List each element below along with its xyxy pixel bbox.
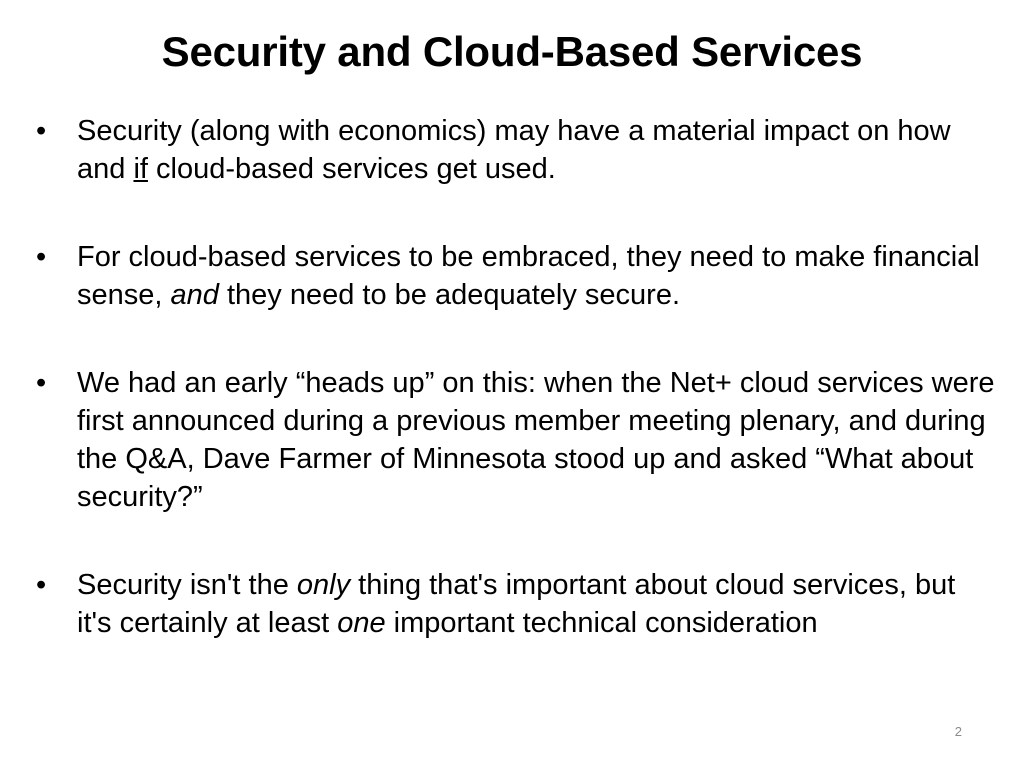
bullet-text: thing that's important about cloud services, but it's certainly at least — [77, 569, 956, 639]
bullet-dot-icon: • — [36, 115, 47, 147]
bullet-item-embraced — [36, 238, 996, 314]
bullet-text: they need to be adequately secure. — [218, 279, 681, 311]
italic-word: only — [296, 569, 351, 601]
bullet-text: For cloud-based services to be embraced, they need to make financial sense, — [77, 241, 980, 311]
italic-word: one — [337, 607, 386, 639]
bullet-item-heads-up — [36, 364, 996, 516]
underlined-word: if — [133, 153, 148, 185]
bullet-item-security-impact — [36, 112, 996, 188]
bullet-item-consideration — [36, 566, 996, 642]
bullet-dot-icon: • — [36, 241, 47, 273]
italic-word: and — [170, 279, 219, 311]
page-number: 2 — [954, 724, 962, 739]
bullet-text: Security (along with economics) may have a material impact on how and — [77, 115, 951, 185]
bullet-text: cloud-based services get used. — [147, 153, 556, 185]
bullet-text: We had an early “heads up” on this: when the Net+ cloud services were first announced during a previous member meeting plenary, and during the Q&A, Dave Farmer of Minnesota stood up and asked “What about security?” — [77, 367, 995, 513]
slide-title: Security and Cloud-Based Services — [161, 28, 863, 75]
bullet-dot-icon: • — [36, 367, 47, 399]
bullet-dot-icon: • — [36, 569, 47, 601]
bullet-text: important technical consideration — [385, 607, 818, 639]
bullet-text: Security isn't the — [77, 569, 297, 601]
bullet-list — [36, 112, 996, 642]
